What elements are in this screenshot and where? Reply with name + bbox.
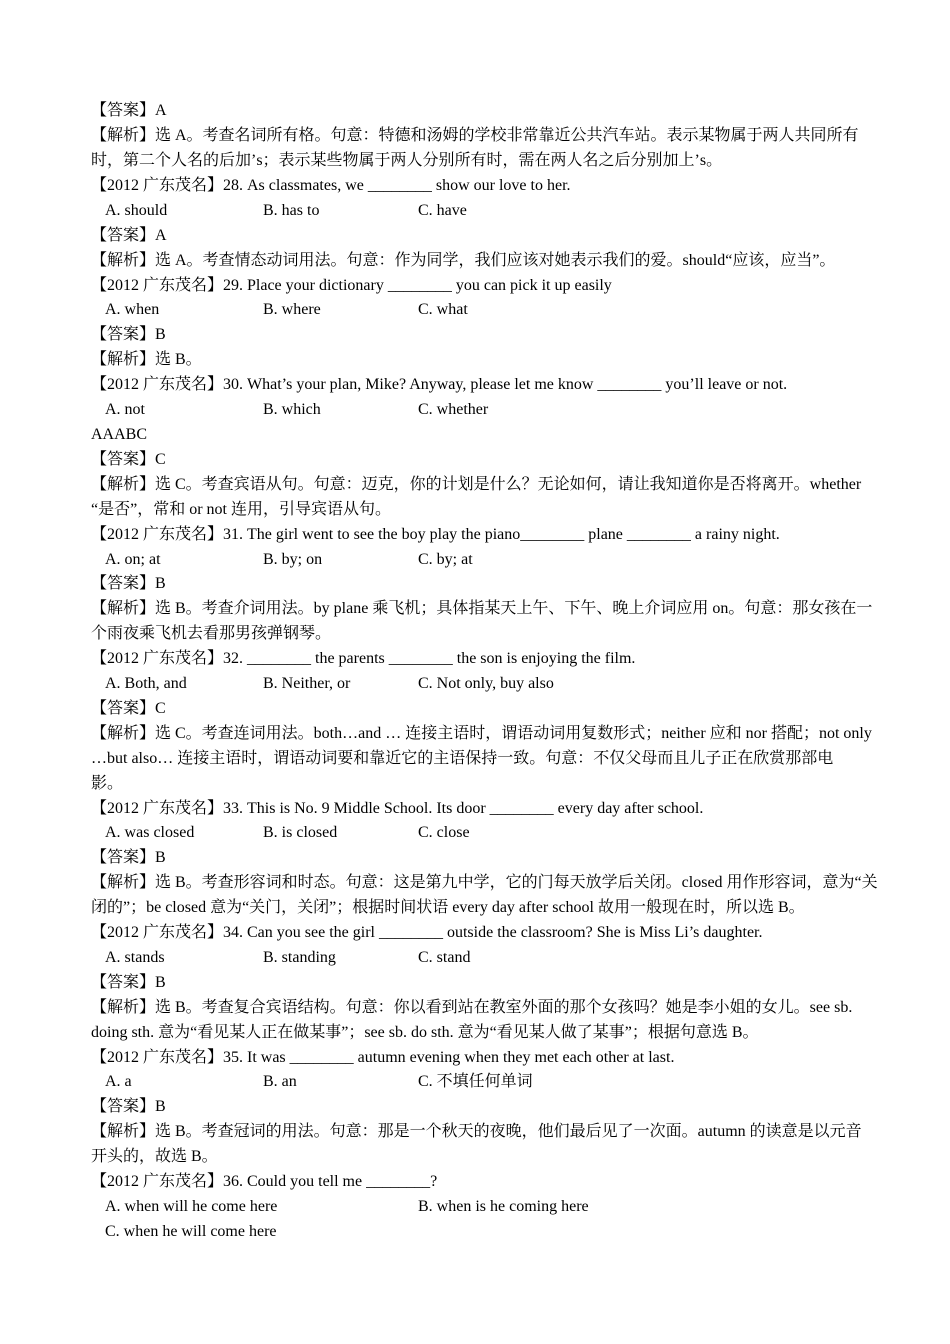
question-29: 【2012 广东茂名】29. Place your dictionary ________ you can pick it up easily bbox=[91, 277, 612, 294]
answer-line: 【答案】C bbox=[91, 451, 166, 468]
option-b: B. has to bbox=[263, 202, 320, 219]
option-c: C. close bbox=[418, 824, 470, 841]
question-31: 【2012 广东茂名】31. The girl went to see the boy play the piano________ plane ________ a rainy night. bbox=[91, 526, 780, 543]
explanation-line: 时，第二个人名的后加’s；表示某些物属于两人分别所有时，需在两人名之后分别加上’s。 bbox=[91, 152, 723, 169]
option-a: A. Both, and bbox=[105, 675, 187, 692]
explanation-line: 闭的”；be closed 意为“关门，关闭”；根据时间状语 every day after school 故用一般现在时，所以选 B。 bbox=[91, 899, 805, 916]
option-b: B. by; on bbox=[263, 551, 323, 568]
option-b: B. standing bbox=[263, 949, 336, 966]
explanation-line: 【解析】选 B。考查形容词和时态。句意：这是第九中学，它的门每天放学后关闭。closed 用作形容词，意为“关 bbox=[91, 874, 878, 891]
explanation-line: 【解析】选 A。考查情态动词用法。句意：作为同学，我们应该对她表示我们的爱。should“应该，应当”。 bbox=[91, 252, 836, 269]
explanation-line: …but also… 连接主语时，谓语动词要和靠近它的主语保持一致。句意：不仅父母而且儿子正在欣赏那部电 bbox=[91, 750, 834, 767]
explanation-line: 【解析】选 B。考查冠词的用法。句意：那是一个秋天的夜晚，他们最后见了一次面。autumn 的读意是以元音 bbox=[91, 1123, 862, 1140]
option-c: C. have bbox=[418, 202, 467, 219]
option-a: A. should bbox=[105, 202, 168, 219]
explanation-line: 开头的，故选 B。 bbox=[91, 1148, 218, 1165]
option-a: A. a bbox=[105, 1073, 132, 1090]
option-a: A. was closed bbox=[105, 824, 195, 841]
option-b: B. is closed bbox=[263, 824, 338, 841]
explanation-line: 【解析】选 B。考查复合宾语结构。句意：你以看到站在教室外面的那个女孩吗？她是李小姐的女儿。see sb. bbox=[91, 999, 853, 1016]
answer-line: 【答案】B bbox=[91, 849, 166, 866]
option-c: C. Not only, buy also bbox=[418, 675, 554, 692]
option-a: A. on; at bbox=[105, 551, 161, 568]
option-a: A. when will he come here bbox=[105, 1198, 278, 1215]
option-c: C. by; at bbox=[418, 551, 473, 568]
answer-line: 【答案】B bbox=[91, 974, 166, 991]
question-35: 【2012 广东茂名】35. It was ________ autumn evening when they met each other at last. bbox=[91, 1049, 675, 1066]
option-c: C. when he will come here bbox=[105, 1223, 277, 1240]
question-34: 【2012 广东茂名】34. Can you see the girl ________ outside the classroom? She is Miss Li’s daughter. bbox=[91, 924, 763, 941]
explanation-line: doing sth. 意为“看见某人正在做某事”；see sb. do sth. 意为“看见某人做了某事”；根据句意选 B。 bbox=[91, 1024, 759, 1041]
option-c: C. 不填任何单词 bbox=[418, 1073, 533, 1090]
option-a: A. when bbox=[105, 301, 160, 318]
explanation-line: 影。 bbox=[91, 775, 124, 792]
question-32: 【2012 广东茂名】32. ________ the parents ________ the son is enjoying the film. bbox=[91, 650, 636, 667]
option-b: B. where bbox=[263, 301, 321, 318]
answer-line: 【答案】B bbox=[91, 326, 166, 343]
explanation-line: “是否”，常和 or not 连用，引导宾语从句。 bbox=[91, 501, 391, 518]
stray-text: AAABC bbox=[91, 426, 148, 443]
option-c: C. stand bbox=[418, 949, 471, 966]
explanation-line: 【解析】选 B。 bbox=[91, 351, 202, 368]
answer-line: 【答案】B bbox=[91, 1098, 166, 1115]
option-b: B. an bbox=[263, 1073, 297, 1090]
answer-line: 【答案】C bbox=[91, 700, 166, 717]
explanation-line: 【解析】选 B。考查介词用法。by plane 乘飞机；具体指某天上午、下午、晚上介词应用 on。句意：那女孩在一 bbox=[91, 600, 873, 617]
explanation-line: 个雨夜乘飞机去看那男孩弹钢琴。 bbox=[91, 625, 332, 642]
option-c: C. whether bbox=[418, 401, 489, 418]
option-a: A. not bbox=[105, 401, 145, 418]
explanation-line: 【解析】选 A。考查名词所有格。句意：特德和汤姆的学校非常靠近公共汽车站。表示某物属于两人共同所有 bbox=[91, 127, 859, 144]
option-b: B. which bbox=[263, 401, 321, 418]
answer-line: 【答案】A bbox=[91, 227, 167, 244]
option-a: A. stands bbox=[105, 949, 165, 966]
question-36: 【2012 广东茂名】36. Could you tell me ________? bbox=[91, 1173, 438, 1190]
answer-line: 【答案】A bbox=[91, 102, 167, 119]
answer-line: 【答案】B bbox=[91, 575, 166, 592]
option-b: B. Neither, or bbox=[263, 675, 351, 692]
explanation-line: 【解析】选 C。考查连词用法。both…and … 连接主语时，谓语动词用复数形式；neither 应和 nor 搭配；not only bbox=[91, 725, 872, 742]
option-c: C. what bbox=[418, 301, 468, 318]
question-28: 【2012 广东茂名】28. As classmates, we ________ show our love to her. bbox=[91, 177, 571, 194]
question-30: 【2012 广东茂名】30. What’s your plan, Mike? Anyway, please let me know ________ you’ll leave or not. bbox=[91, 376, 788, 393]
option-b: B. when is he coming here bbox=[418, 1198, 589, 1215]
question-33: 【2012 广东茂名】33. This is No. 9 Middle School. Its door ________ every day after school. bbox=[91, 800, 704, 817]
explanation-line: 【解析】选 C。考查宾语从句。句意：迈克，你的计划是什么？无论如何，请让我知道你是否将离开。whether bbox=[91, 476, 862, 493]
